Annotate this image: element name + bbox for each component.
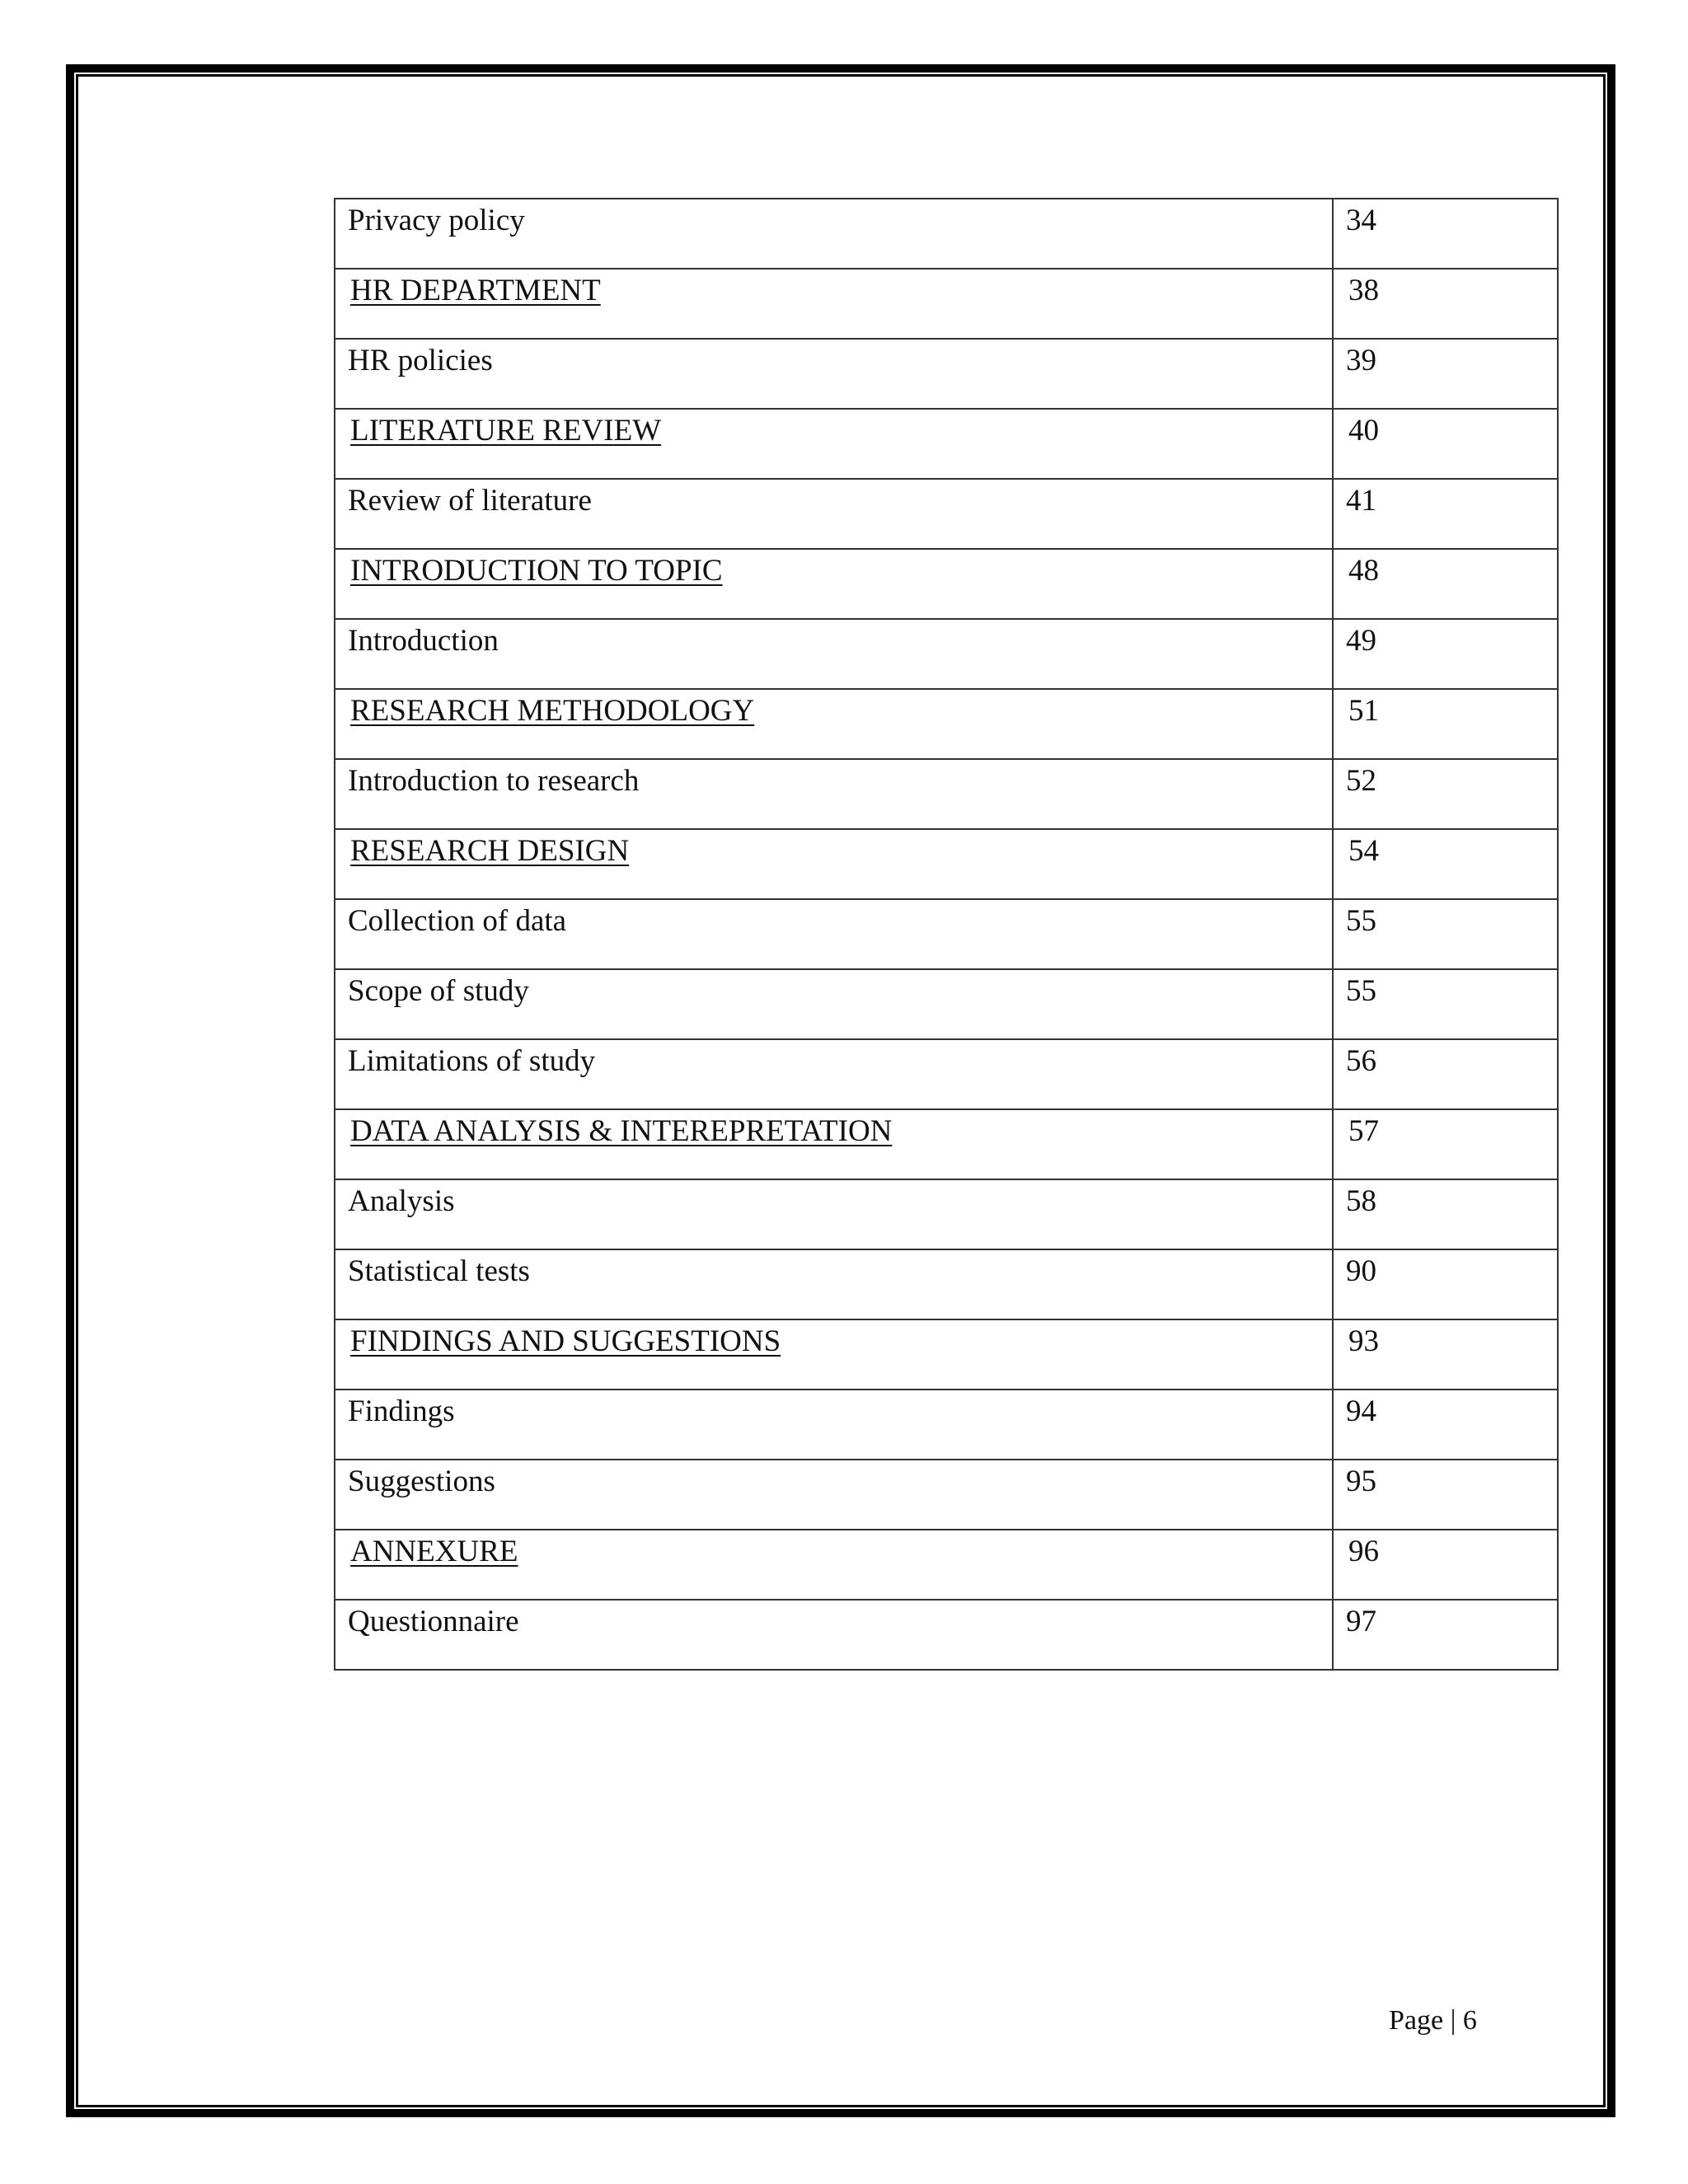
- toc-page-number: 55: [1346, 974, 1376, 1008]
- toc-page-number: 54: [1348, 834, 1379, 868]
- toc-entry-title: Findings: [348, 1394, 455, 1428]
- toc-title-cell: [335, 689, 1333, 759]
- toc-title-cell: [335, 1109, 1333, 1179]
- toc-page-cell: [1333, 759, 1558, 829]
- toc-page-number: 95: [1346, 1465, 1376, 1498]
- toc-page-number: 58: [1346, 1184, 1376, 1218]
- toc-title-cell: [335, 759, 1333, 829]
- toc-page-cell: [1333, 1460, 1558, 1530]
- toc-entry-title: Review of literature: [348, 484, 592, 518]
- toc-page-number: 57: [1348, 1114, 1379, 1148]
- toc-entry-title: Introduction: [348, 624, 499, 658]
- toc-entry-row: [335, 1600, 1558, 1670]
- toc-page-number: 94: [1346, 1394, 1376, 1428]
- toc-page-cell: [1333, 689, 1558, 759]
- toc-section-heading: HR DEPARTMENT: [350, 274, 601, 307]
- toc-page-number: 41: [1346, 484, 1376, 518]
- toc-page-number: 90: [1346, 1254, 1376, 1288]
- toc-title-cell: [335, 549, 1333, 619]
- toc-entry-title: Privacy policy: [348, 204, 525, 237]
- toc-page-cell: [1333, 1600, 1558, 1670]
- toc-title-cell: [335, 1530, 1333, 1600]
- toc-page-cell: [1333, 1530, 1558, 1600]
- toc-entry-title: Suggestions: [348, 1465, 495, 1498]
- toc-entry-row: [335, 199, 1558, 269]
- toc-section-heading-row: [335, 1109, 1558, 1179]
- toc-title-cell: [335, 199, 1333, 269]
- toc-section-heading: INTRODUCTION TO TOPIC: [350, 554, 723, 588]
- toc-entry-row: [335, 619, 1558, 689]
- toc-page-cell: [1333, 1179, 1558, 1249]
- toc-title-cell: [335, 1390, 1333, 1460]
- toc-section-heading-row: [335, 269, 1558, 339]
- toc-title-cell: [335, 1179, 1333, 1249]
- toc-title-cell: [335, 619, 1333, 689]
- toc-page-number: 55: [1346, 904, 1376, 938]
- toc-title-cell: [335, 1249, 1333, 1319]
- toc-page-number: 39: [1346, 344, 1376, 377]
- toc-page-number: 34: [1346, 204, 1376, 237]
- toc-section-heading: DATA ANALYSIS & INTEREPRETATION: [350, 1114, 893, 1148]
- toc-title-cell: [335, 1460, 1333, 1530]
- toc-page-cell: [1333, 1390, 1558, 1460]
- toc-page-cell: [1333, 899, 1558, 969]
- toc-title-cell: [335, 269, 1333, 339]
- toc-entry-row: [335, 899, 1558, 969]
- toc-title-cell: [335, 339, 1333, 409]
- toc-entry-title: Introduction to research: [348, 764, 640, 798]
- toc-page-cell: [1333, 479, 1558, 549]
- toc-page-number: 51: [1348, 694, 1379, 728]
- toc-page-number: 52: [1346, 764, 1376, 798]
- toc-page-cell: [1333, 1109, 1558, 1179]
- toc-section-heading-row: [335, 689, 1558, 759]
- toc-entry-row: [335, 1390, 1558, 1460]
- toc-entry-row: [335, 969, 1558, 1039]
- toc-entry-row: [335, 1460, 1558, 1530]
- toc-page-cell: [1333, 339, 1558, 409]
- toc-page-cell: [1333, 969, 1558, 1039]
- toc-title-cell: [335, 479, 1333, 549]
- toc-title-cell: [335, 1319, 1333, 1390]
- toc-title-cell: [335, 409, 1333, 479]
- toc-section-heading: ANNEXURE: [350, 1535, 518, 1568]
- toc-page-cell: [1333, 549, 1558, 619]
- toc-body: [335, 199, 1558, 1670]
- toc-page-number: 49: [1346, 624, 1376, 658]
- toc-entry-title: Scope of study: [348, 974, 529, 1008]
- toc-page-number: 40: [1348, 414, 1379, 448]
- table-of-contents: [334, 198, 1559, 1671]
- toc-page-cell: [1333, 829, 1558, 899]
- toc-title-cell: [335, 1600, 1333, 1670]
- toc-page-number: 56: [1346, 1044, 1376, 1078]
- toc-section-heading-row: [335, 1319, 1558, 1390]
- toc-title-cell: [335, 969, 1333, 1039]
- toc-page-number: 48: [1348, 554, 1379, 588]
- toc-section-heading-row: [335, 829, 1558, 899]
- toc-page-cell: [1333, 409, 1558, 479]
- toc-section-heading: RESEARCH DESIGN: [350, 834, 630, 868]
- toc-page-number: 97: [1346, 1605, 1376, 1638]
- toc-section-heading: RESEARCH METHODOLOGY: [350, 694, 755, 728]
- toc-section-heading-row: [335, 409, 1558, 479]
- toc-title-cell: [335, 829, 1333, 899]
- toc-entry-title: HR policies: [348, 344, 493, 377]
- toc-section-heading: LITERATURE REVIEW: [350, 414, 662, 448]
- toc-section-heading: FINDINGS AND SUGGESTIONS: [350, 1324, 781, 1358]
- toc-page-cell: [1333, 1319, 1558, 1390]
- toc-section-heading-row: [335, 549, 1558, 619]
- toc-entry-row: [335, 1179, 1558, 1249]
- toc-entry-title: Questionnaire: [348, 1605, 519, 1638]
- toc-page-number: 93: [1348, 1324, 1379, 1358]
- toc-title-cell: [335, 899, 1333, 969]
- toc-title-cell: [335, 1039, 1333, 1109]
- toc-entry-title: Collection of data: [348, 904, 567, 938]
- page-number-footer: Page | 6: [1389, 2005, 1477, 2036]
- toc-page-cell: [1333, 269, 1558, 339]
- toc-entry-title: Limitations of study: [348, 1044, 596, 1078]
- toc-page-number: 38: [1348, 274, 1379, 307]
- toc-page-number: 96: [1348, 1535, 1379, 1568]
- toc-page-cell: [1333, 619, 1558, 689]
- toc-entry-row: [335, 1039, 1558, 1109]
- toc-section-heading-row: [335, 1530, 1558, 1600]
- toc-page-cell: [1333, 199, 1558, 269]
- toc-page-cell: [1333, 1249, 1558, 1319]
- toc-entry-row: [335, 339, 1558, 409]
- toc-entry-title: Analysis: [348, 1184, 455, 1218]
- toc-entry-title: Statistical tests: [348, 1254, 530, 1288]
- toc-page-cell: [1333, 1039, 1558, 1109]
- toc-entry-row: [335, 479, 1558, 549]
- toc-entry-row: [335, 1249, 1558, 1319]
- toc-entry-row: [335, 759, 1558, 829]
